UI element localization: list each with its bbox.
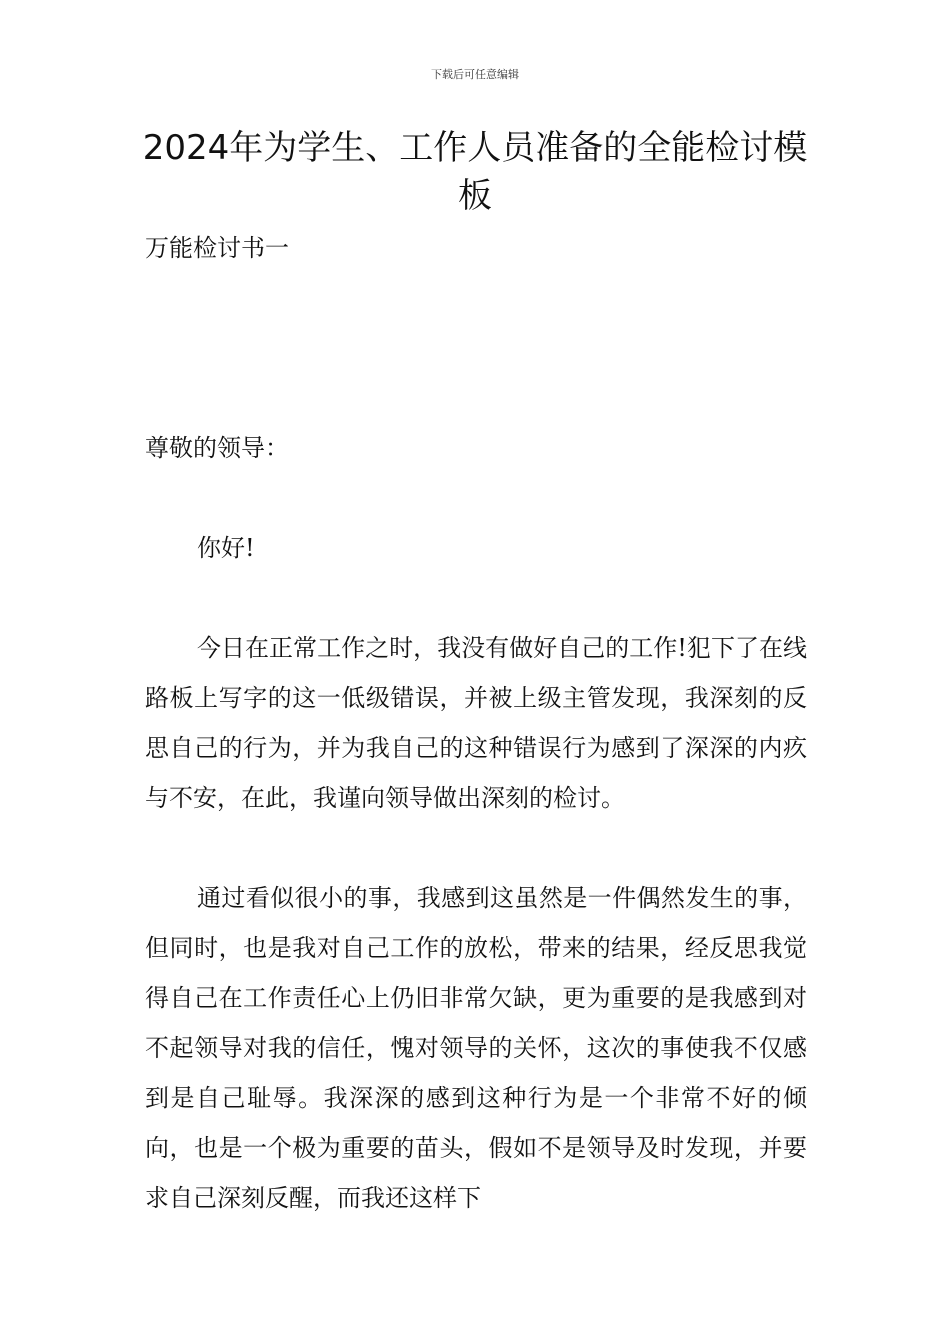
salutation: 尊敬的领导： (145, 434, 289, 462)
header-note: 下载后可任意编辑 (431, 68, 519, 81)
section-label: 万能检讨书一 (145, 234, 289, 262)
greeting: 你好! (197, 534, 255, 562)
body-paragraph: 今日在正常工作之时，我没有做好自己的工作!犯下了在线路板上写字的这一低级错误，并被上级主管发现，我深刻的反思自己的行为，并为我自己的这种错误行为感到了深深的内疚与不安，在此，我谨向领导做出深刻的检讨。 (145, 634, 807, 812)
body-paragraph: 通过看似很小的事，我感到这虽然是一件偶然发生的事，但同时，也是我对自己工作的放松，带来的结果，经反思我觉得自己在工作责任心上仍旧非常欠缺，更为重要的是我感到对不起领导对我的信任，愧对领导的关怀，这次的事使我不仅感到是自己耻辱。我深深的感到这种行为是一个非常不好的倾向，也是一个极为重要的苗头，假如不是领导及时发现，并要求自己深刻反醒，而我还这样下 (145, 884, 807, 1212)
document-title: 2024年为学生、工作人员准备的全能检讨模板 (142, 128, 808, 216)
